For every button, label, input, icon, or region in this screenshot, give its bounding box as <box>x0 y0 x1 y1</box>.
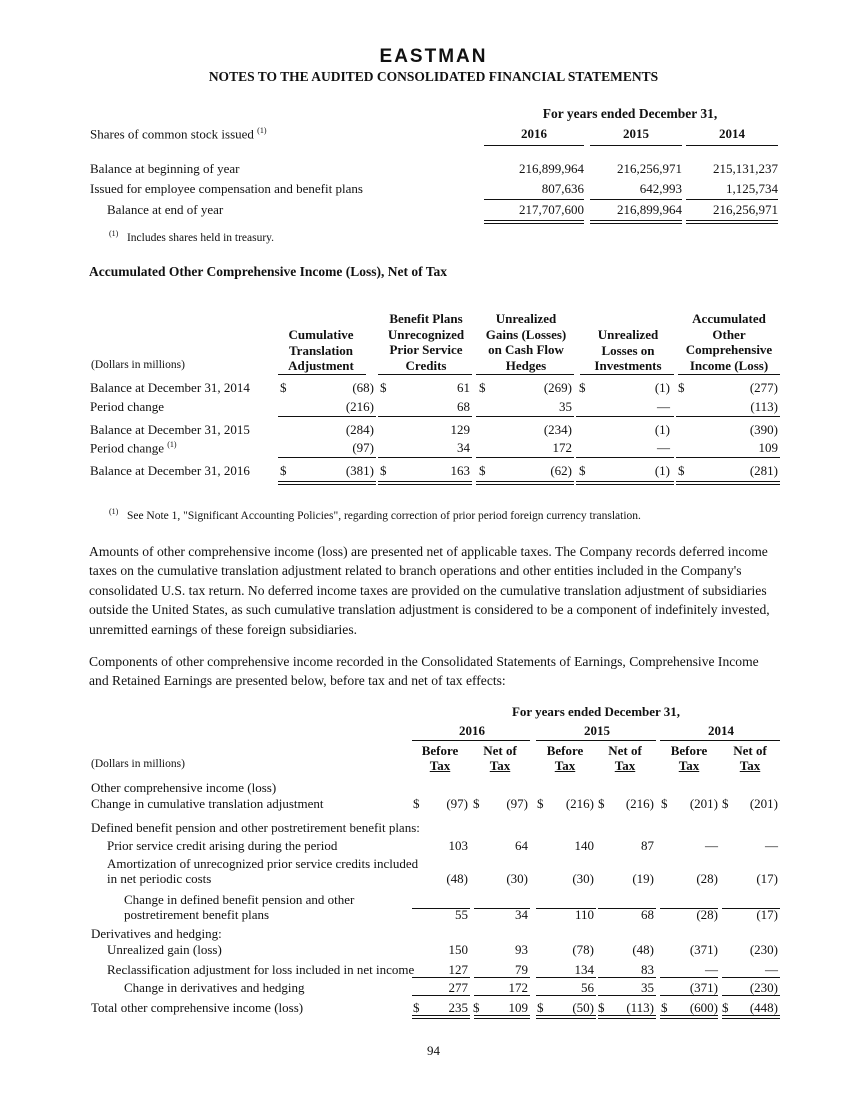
table-cell: (230) <box>749 942 778 957</box>
table-cell: (1) <box>654 380 670 395</box>
aoci-col-header-total: Accumulated Other Comprehensive Income (Loss) <box>685 311 773 373</box>
table-cell: (1) <box>654 463 670 478</box>
table-cell: (97) <box>352 440 374 455</box>
table-cell: 61 <box>457 380 470 395</box>
table-row-label: Issued for employee compensation and benefit plans <box>90 181 363 196</box>
table-cell: 35 <box>559 399 572 414</box>
table-cell: (277) <box>749 380 778 395</box>
oci-subheader: Net of Tax <box>608 743 642 773</box>
table-cell: 79 <box>515 962 528 977</box>
table-cell: 109 <box>758 440 778 455</box>
page-number: 94 <box>427 1043 440 1058</box>
table-row-label: Other comprehensive income (loss) <box>91 780 277 795</box>
body-paragraph: Components of other comprehensive income recorded in the Consolidated Statements of Earnings, Comprehensive Income and Retained Earnings are presented below, before tax and net of tax effects: <box>89 654 759 689</box>
table-cell: (201) <box>749 796 778 811</box>
table-cell: (62) <box>550 463 572 478</box>
dollar-sign: $ <box>722 796 729 811</box>
oci-subheader: Before Tax <box>421 743 459 773</box>
table-row-label: Prior service credit arising during the period <box>107 838 338 853</box>
aoci-title: Accumulated Other Comprehensive Income (Loss), Net of Tax <box>89 264 447 279</box>
table-cell: 216,256,971 <box>713 202 778 217</box>
table-cell: 235 <box>448 1000 468 1015</box>
table-cell: — <box>765 838 778 853</box>
table-cell: 215,131,237 <box>713 161 778 176</box>
table-cell: (113) <box>626 1000 654 1015</box>
table-cell: 93 <box>515 942 528 957</box>
table-cell: 68 <box>641 907 654 922</box>
dollar-sign: $ <box>413 796 420 811</box>
oci-year-2014: 2014 <box>708 723 734 738</box>
table-cell: 140 <box>574 838 594 853</box>
aoci-col-header-investments: Unrealized Losses on Investments <box>594 327 662 373</box>
table-cell: (216) <box>565 796 594 811</box>
table-cell: 642,993 <box>639 181 682 196</box>
table-cell: (28) <box>696 871 718 886</box>
shares-year-2016: 2016 <box>521 126 547 141</box>
table-cell: 150 <box>448 942 468 957</box>
table-cell: 172 <box>508 980 528 995</box>
table-row-label: Unrealized gain (loss) <box>107 942 222 957</box>
table-cell: (97) <box>446 796 468 811</box>
table-cell: 103 <box>448 838 468 853</box>
table-cell: (201) <box>689 796 718 811</box>
table-cell: (381) <box>345 463 374 478</box>
dollar-sign: $ <box>413 1000 420 1015</box>
table-row-label: Defined benefit pension and other postretirement benefit plans: <box>91 820 420 835</box>
table-cell: 277 <box>448 980 468 995</box>
table-cell: 807,636 <box>541 181 584 196</box>
table-cell: (17) <box>756 907 778 922</box>
table-cell: 56 <box>581 980 594 995</box>
table-cell: 109 <box>508 1000 528 1015</box>
dollar-sign: $ <box>598 1000 605 1015</box>
oci-year-2016: 2016 <box>459 723 485 738</box>
shares-row-label: Shares of common stock issued $^{(1)}$ <box>90 126 267 142</box>
aoci-units: (Dollars in millions) <box>91 359 185 371</box>
shares-year-2015: 2015 <box>623 126 649 141</box>
table-cell: (50) <box>572 1000 594 1015</box>
table-cell: (97) <box>506 796 528 811</box>
table-cell: (113) <box>750 399 778 414</box>
table-row-label: Change in defined benefit pension and other postretirement benefit plans <box>124 892 355 922</box>
table-row-label: Balance at December 31, 2015 <box>90 422 250 437</box>
table-cell: (234) <box>543 422 572 437</box>
table-row-label: Period change <box>90 399 165 414</box>
table-cell: (390) <box>749 422 778 437</box>
shares-year-2014: 2014 <box>719 126 745 141</box>
table-cell: 216,899,964 <box>519 161 584 176</box>
table-cell: — <box>765 962 778 977</box>
table-cell: (48) <box>632 942 654 957</box>
table-cell: 34 <box>515 907 528 922</box>
table-cell: 1,125,734 <box>726 181 778 196</box>
table-row-label: Balance at beginning of year <box>90 161 240 176</box>
table-cell: — <box>657 399 670 414</box>
shares-footnote: $^{(1)}$ Includes shares held in treasury. <box>109 229 275 244</box>
table-cell: 172 <box>552 440 572 455</box>
table-cell: 35 <box>641 980 654 995</box>
table-row-label: Balance at December 31, 2014 <box>90 380 250 395</box>
table-cell: (448) <box>749 1000 778 1015</box>
table-cell: (28) <box>696 907 718 922</box>
oci-units: (Dollars in millions) <box>91 758 185 770</box>
aoci-footnote: $^{(1)}$ See Note 1, "Significant Accounting Policies", regarding correction of prior period foreign currency translation. <box>109 507 641 522</box>
oci-subheader: Net of Tax <box>733 743 767 773</box>
table-row-label: Balance at December 31, 2016 <box>90 463 250 478</box>
table-cell: (600) <box>689 1000 718 1015</box>
table-row-label: Balance at end of year <box>107 202 224 217</box>
dollar-sign: $ <box>473 796 480 811</box>
dollar-sign: $ <box>722 1000 729 1015</box>
oci-subheader: Before Tax <box>546 743 584 773</box>
table-cell: (284) <box>345 422 374 437</box>
table-row-label: Total other comprehensive income (loss) <box>91 1000 304 1015</box>
table-cell: 34 <box>457 440 470 455</box>
table-cell: (30) <box>506 871 528 886</box>
table-cell: 87 <box>641 838 654 853</box>
oci-subheader: Net of Tax <box>483 743 517 773</box>
aoci-col-header-hedges: Unrealized Gains (Losses) on Cash Flow Hedges <box>485 311 567 373</box>
table-cell: 110 <box>574 907 594 922</box>
table-cell: 163 <box>450 463 470 478</box>
table-cell: 55 <box>455 907 468 922</box>
table-cell: (269) <box>543 380 572 395</box>
aoci-col-header-benefit: Benefit Plans Unrecognized Prior Service Credits <box>387 311 465 373</box>
table-cell: 217,707,600 <box>519 202 584 217</box>
table-cell: (216) <box>625 796 654 811</box>
table-cell: 64 <box>515 838 528 853</box>
dollar-sign: $ <box>661 1000 668 1015</box>
table-cell: (216) <box>345 399 374 414</box>
table-row-label: Period change $^{(1)}$ <box>90 440 177 456</box>
oci-year-2015: 2015 <box>584 723 610 738</box>
table-cell: (19) <box>632 871 654 886</box>
company-logo: EASTMAN <box>379 46 488 67</box>
table-cell: (281) <box>749 463 778 478</box>
table-cell: 134 <box>574 962 594 977</box>
table-cell: (1) <box>654 422 670 437</box>
oci-subheader: Before Tax <box>670 743 708 773</box>
table-cell: (48) <box>446 871 468 886</box>
table-row-label: Change in cumulative translation adjustment <box>91 796 324 811</box>
table-cell: (230) <box>749 980 778 995</box>
table-row-label: Change in derivatives and hedging <box>124 980 305 995</box>
table-cell: (78) <box>572 942 594 957</box>
table-cell: 127 <box>448 962 468 977</box>
oci-period-header: For years ended December 31, <box>511 704 681 719</box>
table-cell: 68 <box>457 399 470 414</box>
table-row-label: Reclassification adjustment for loss included in net income <box>107 962 415 977</box>
dollar-sign: $ <box>473 1000 480 1015</box>
table-cell: — <box>705 962 718 977</box>
body-paragraph: Amounts of other comprehensive income (loss) are presented net of applicable taxes. The Company records deferred income taxes on the cumulative translation adjustment related to branch operations and other entities included in the Company's consolidated U.S. tax return. No deferred income taxes are provided on the cumulative translation adjustment of subsidiaries outside the United States, as such cumulative translation adjustment is considered to be a component of indefinitely invested, unremitted earnings of these foreign subsidiaries. <box>89 544 770 637</box>
dollar-sign: $ <box>598 796 605 811</box>
table-cell: 129 <box>450 422 470 437</box>
table-cell: (17) <box>756 871 778 886</box>
aoci-col-header-cta: Cumulative Translation Adjustment <box>288 327 354 373</box>
page-title: NOTES TO THE AUDITED CONSOLIDATED FINANCIAL STATEMENTS <box>208 69 659 84</box>
table-cell: (371) <box>689 980 718 995</box>
table-cell: (68) <box>352 380 374 395</box>
table-cell: — <box>657 440 670 455</box>
table-cell: — <box>705 838 718 853</box>
table-cell: 83 <box>641 962 654 977</box>
table-cell: (30) <box>572 871 594 886</box>
dollar-sign: $ <box>661 796 668 811</box>
table-cell: 216,256,971 <box>617 161 682 176</box>
table-row-label: Amortization of unrecognized prior service credits included in net periodic costs <box>107 856 419 886</box>
dollar-sign: $ <box>537 1000 544 1015</box>
table-row-label: Derivatives and hedging: <box>91 926 222 941</box>
table-cell: 216,899,964 <box>617 202 682 217</box>
shares-period-header: For years ended December 31, <box>542 106 718 121</box>
table-cell: (371) <box>689 942 718 957</box>
dollar-sign: $ <box>537 796 544 811</box>
